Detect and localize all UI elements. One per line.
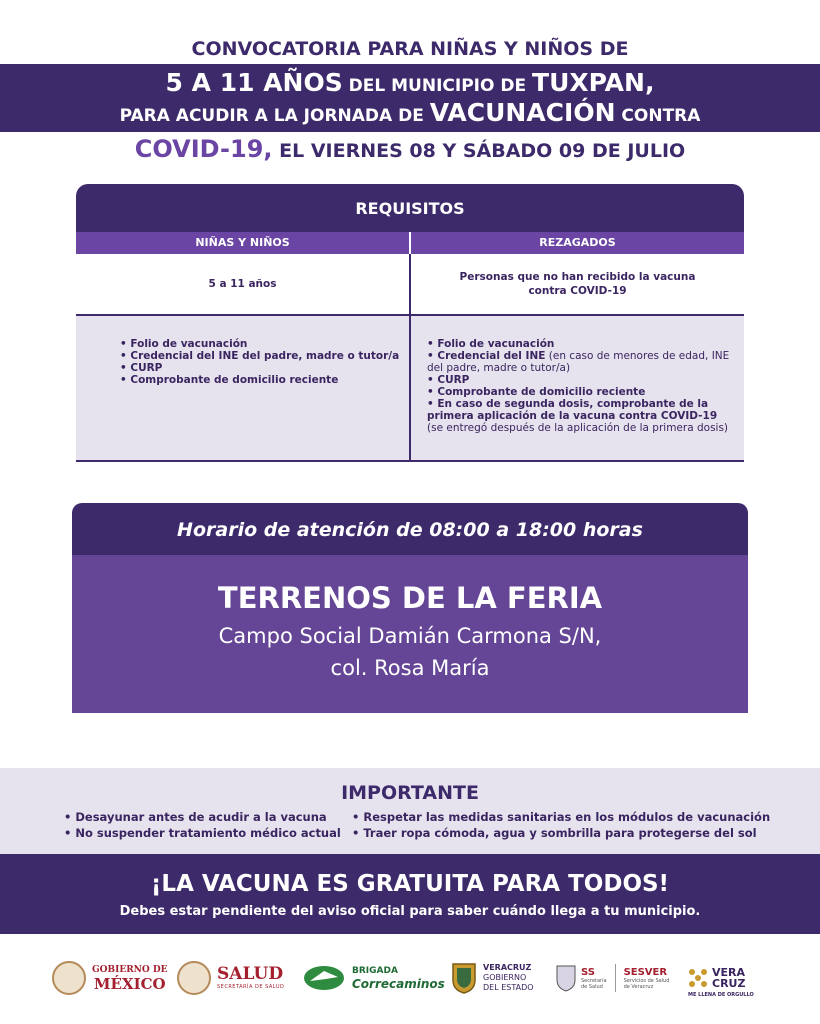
dates-text: EL VIERNES 08 Y SÁBADO 09 DE JULIO: [272, 140, 686, 162]
gobierno-text: GOBIERNO DE: [92, 964, 168, 975]
orgullo-tagline: ME LLENA DE ORGULLO: [688, 992, 754, 998]
salud-text: SALUD: [217, 964, 284, 984]
contra-text: CONTRA: [615, 106, 701, 126]
col-rezagados-header: REZAGADOS: [411, 232, 744, 254]
rezagados-requirements-list: [427, 338, 735, 434]
roadrunner-icon: [302, 963, 346, 993]
veracruz-gobierno-logo: [451, 956, 534, 1000]
age-cell: [76, 254, 409, 314]
ss-shield-icon: [555, 964, 577, 992]
logo-divider: [615, 964, 616, 992]
importante-item: • Respetar las medidas sanitarias en los módulos de vacunación: [352, 810, 771, 824]
brigada-correcaminos-logo: [302, 956, 445, 1000]
brigada-text: BRIGADA: [352, 965, 398, 976]
salud-logo: [177, 956, 284, 1000]
list-item: • Folio de vacunación: [427, 338, 555, 350]
header-line-1: [0, 36, 820, 62]
ss-text: SS: [581, 966, 595, 978]
free-vaccine-banner: [0, 854, 820, 934]
list-item: • Comprobante de domicilio reciente: [120, 374, 339, 386]
header-line-1-text: CONVOCATORIA PARA NIÑAS Y NIÑOS DE: [191, 38, 629, 60]
list-item: • Comprobante de domicilio reciente: [427, 386, 646, 398]
list-item: • Folio de vacunación: [120, 338, 248, 350]
jornada-text: PARA ACUDIR A LA JORNADA DE: [119, 106, 430, 126]
ninos-requirements-list: [120, 338, 399, 386]
rezagados-desc-text: Personas que no han recibido la vacuna contra COVID-19: [459, 271, 696, 297]
importante-item: • Traer ropa cómoda, agua y sombrilla para protegerse del sol: [352, 826, 757, 840]
header-line-2: [0, 68, 820, 101]
covid-text: COVID-19,: [134, 135, 273, 163]
gobierno-mexico-logo: [52, 956, 168, 1000]
vera-text: VERA: [712, 966, 746, 979]
table-bottom-border: [76, 460, 744, 462]
sesver-text: SESVER: [623, 966, 668, 978]
importante-item: • No suspender tratamiento médico actual: [64, 826, 341, 840]
sesver-sub-text-2: de Veracruz: [623, 983, 654, 990]
municipio-text: DEL MUNICIPIO DE: [342, 76, 533, 96]
list-item: [427, 350, 735, 374]
age-cell-text: 5 a 11 años: [208, 278, 277, 290]
veracruz-shield-icon: [451, 962, 477, 994]
col-ninas-ninos-header: NIÑAS Y NIÑOS: [76, 232, 409, 254]
horario-text: Horario de atención de 08:00 a 18:00 horas: [177, 519, 643, 541]
sesver-sub-text-1: Servicios de Salud: [623, 977, 670, 984]
free-vaccine-title: ¡LA VACUNA ES GRATUITA PARA TODOS!: [150, 871, 670, 897]
list-item: [427, 398, 735, 434]
header-line-4: [0, 132, 820, 166]
veracruz-emblem-icon: [688, 968, 708, 988]
vacunacion-text: VACUNACIÓN: [429, 98, 616, 127]
gobierno-estado-text-1: GOBIERNO: [483, 973, 527, 982]
cruz-text: CRUZ: [712, 977, 746, 990]
list-item: • CURP: [120, 362, 163, 374]
second-dose-note-text: (se entregó después de la aplicación de la primera dosis): [427, 422, 729, 434]
venue-address-line-1: Campo Social Damián Carmona S/N,: [218, 624, 602, 648]
horario-header: [72, 503, 748, 555]
venue-name: TERRENOS DE LA FERIA: [217, 581, 603, 615]
ninos-requirements-cell: [76, 316, 409, 460]
gobierno-estado-text-2: DEL ESTADO: [483, 983, 534, 992]
venue-address-line-2: col. Rosa María: [330, 656, 490, 680]
age-range-text: 5 A 11 AÑOS: [165, 68, 343, 97]
ss-sub-text-2: de Salud: [581, 983, 603, 990]
ss-sesver-logo: [555, 956, 669, 1000]
ine-note-text: (en caso de menores de edad, INE del padre, madre o tutor/a): [427, 350, 730, 374]
list-item: • CURP: [427, 374, 470, 386]
veracruz-orgullo-logo: [688, 956, 754, 1000]
eagle-seal-icon: [177, 961, 211, 995]
importante-section: [0, 768, 820, 854]
free-vaccine-subtitle: Debes estar pendiente del aviso oficial para saber cuándo llega a tu municipio.: [119, 904, 701, 919]
veracruz-text: VERACRUZ: [483, 963, 532, 972]
requisitos-title: REQUISITOS: [76, 184, 744, 232]
salud-sub-text: SECRETARÍA DE SALUD: [217, 984, 285, 990]
list-item: • Credencial del INE del padre, madre o tutor/a: [120, 350, 400, 362]
correcaminos-text: Correcaminos: [352, 976, 445, 991]
rezagados-desc-cell: [411, 254, 744, 314]
ine-bold-text: • Credencial del INE: [427, 350, 546, 362]
importante-item: • Desayunar antes de acudir a la vacuna: [64, 810, 327, 824]
header-band: [0, 64, 820, 132]
eagle-seal-icon: [52, 961, 86, 995]
header-line-3: [0, 98, 820, 131]
venue-box: [72, 555, 748, 713]
mexico-text: MÉXICO: [93, 974, 166, 993]
column-divider: [409, 254, 411, 462]
tuxpan-text: TUXPAN,: [532, 68, 655, 97]
requisitos-table: [76, 184, 744, 464]
rezagados-requirements-cell: [411, 316, 744, 460]
second-dose-bold-text: • En caso de segunda dosis, comprobante de la primera aplicación de la vacuna contra COVID-19: [427, 398, 718, 422]
importante-title: IMPORTANTE: [341, 782, 479, 804]
ss-sub-text-1: Secretaría: [581, 977, 607, 984]
